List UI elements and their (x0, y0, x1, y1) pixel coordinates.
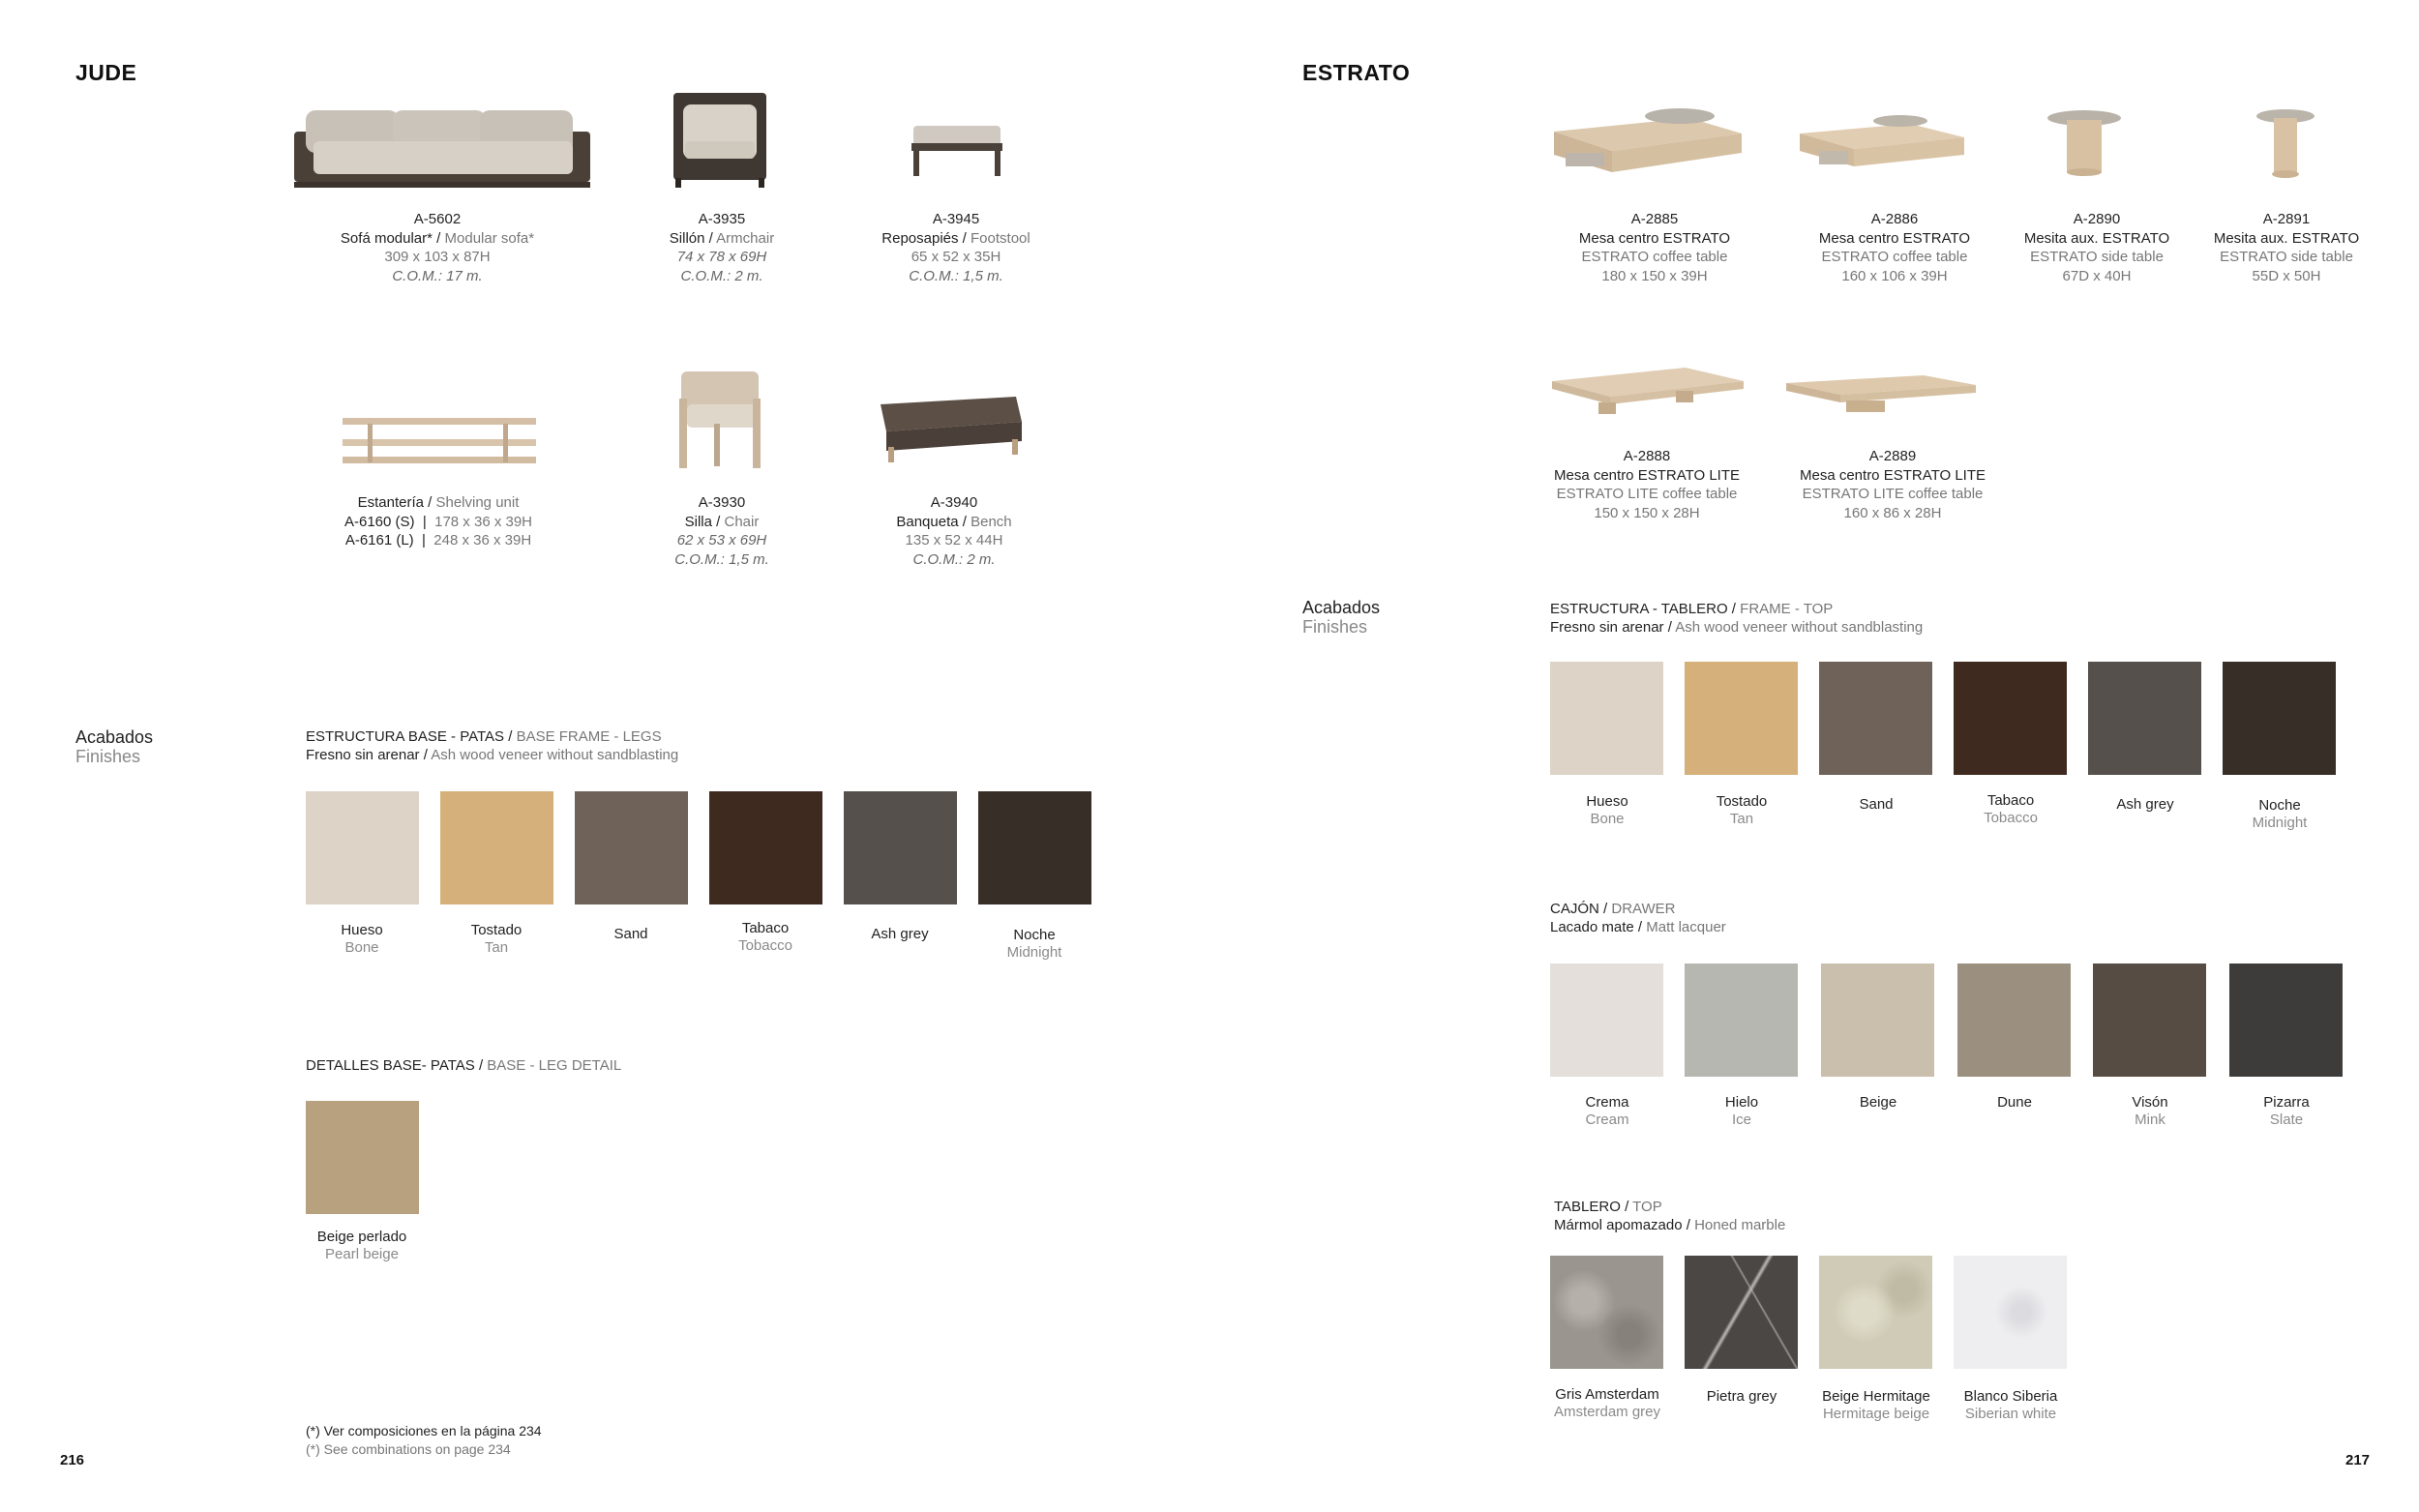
swatch-pietra-grey[interactable] (1685, 1256, 1798, 1369)
swatch-crema[interactable] (1550, 964, 1663, 1077)
swatch-label: Noche Midnight (2252, 797, 2308, 831)
product-dims: 135 x 52 x 44H (905, 532, 1003, 548)
product-dims: 65 x 52 x 35H (911, 249, 1001, 265)
product-caption: Estantería / Shelving unit A-6160 (S) | 178 x 36 x 39H A-6161 (L) | 248 x 36 x 39H (343, 494, 533, 548)
product-name: Sofá modular* (340, 229, 433, 247)
product-com: C.O.M.: 1,5 m. (909, 267, 1003, 284)
product-code: A-3940 (930, 494, 978, 511)
product-name-en: ESTRATO coffee table (1581, 249, 1728, 265)
product-name-en: ESTRATO side table (2220, 249, 2353, 265)
product-caption (1554, 447, 1740, 522)
product-name: Mesa centro ESTRATO (1578, 229, 1731, 247)
product-dims: 180 x 150 x 39H (1601, 267, 1708, 284)
swatch-label: Gris Amsterdam Amsterdam grey (1553, 1386, 1661, 1420)
product-code: A-3935 (698, 211, 746, 227)
material-name: Lacado mate (1550, 919, 1634, 935)
product-com: C.O.M.: 1,5 m. (674, 550, 769, 568)
swatch-label: Visón Mink (2132, 1094, 2168, 1128)
product-dims: 67D x 40H (2062, 267, 2132, 284)
swatch-dune[interactable] (1957, 964, 2071, 1077)
finishes-label (1302, 598, 1380, 637)
section-title: ESTRUCTURA - TABLERO (1550, 601, 1728, 617)
product-code: A-3930 (698, 494, 746, 511)
product-name: Banqueta (896, 513, 959, 530)
product-name: Silla (684, 513, 712, 530)
swatch-label: Beige Hermitage Hermitage beige (1822, 1388, 1930, 1422)
product-dims: 248 x 36 x 39H (433, 532, 532, 548)
swatch-label: Tabaco Tobacco (738, 920, 792, 954)
coffee-table-a2888-image (1540, 364, 1749, 418)
swatch-label: Blanco Siberia Siberian white (1963, 1388, 2058, 1422)
swatch-label: Beige (1859, 1094, 1897, 1111)
section-title-en: BASE FRAME - LEGS (516, 728, 662, 745)
product-dims: 160 x 106 x 39H (1841, 267, 1948, 284)
material-name-en: Ash wood veneer without sandblasting (1675, 619, 1924, 636)
product-caption (1579, 210, 1730, 285)
product-caption (1800, 447, 1986, 522)
product-name-en: ESTRATO coffee table (1821, 249, 1968, 265)
section-title: DETALLES BASE- PATAS (306, 1057, 475, 1074)
swatch-pizarra[interactable] (2229, 964, 2343, 1077)
product-dims: 309 x 103 x 87H (384, 249, 491, 265)
product-name-en: ESTRATO LITE coffee table (1556, 486, 1738, 502)
armchair-image (668, 93, 774, 190)
swatch-hielo[interactable] (1685, 964, 1798, 1077)
material-name: Fresno sin arenar (1550, 619, 1664, 636)
footnote-es: (*) Ver composiciones en la página 234 (306, 1423, 542, 1438)
swatch-tabaco[interactable] (709, 791, 822, 904)
swatch-beige-perlado[interactable] (306, 1101, 419, 1214)
product-name: Mesita aux. ESTRATO (2213, 229, 2360, 247)
swatch-tabaco[interactable] (1954, 662, 2067, 775)
product-dims: 178 x 36 x 39H (434, 513, 533, 530)
side-table-a2891-image (2255, 108, 2316, 182)
page-number-left: 216 (60, 1452, 85, 1468)
coffee-table-a2885-image (1544, 104, 1747, 182)
product-com: C.O.M.: 2 m. (680, 267, 763, 284)
chair-image (675, 370, 768, 471)
product-code: A-2890 (2073, 211, 2121, 227)
modular-sofa-image (294, 104, 594, 192)
material-name-en: Matt lacquer (1646, 919, 1726, 935)
swatch-label: Tabaco Tobacco (1984, 792, 2038, 826)
section-title: ESTRUCTURA BASE - PATAS (306, 728, 505, 745)
finishes-label-en: Finishes (75, 747, 141, 766)
finishes-label-es: Acabados (75, 727, 154, 747)
product-code: A-2891 (2262, 211, 2311, 227)
swatch-hueso[interactable] (1550, 662, 1663, 775)
swatch-hueso[interactable] (306, 791, 419, 904)
swatch-sand[interactable] (1819, 662, 1932, 775)
jude-title: JUDE (75, 60, 137, 85)
swatch-label: Noche Midnight (1006, 927, 1062, 961)
swatch-tostado[interactable] (440, 791, 553, 904)
swatch-label: Pietra grey (1706, 1388, 1777, 1405)
footnote (306, 1422, 542, 1459)
product-code: A-5602 (413, 211, 462, 227)
product-caption (1819, 210, 1970, 285)
product-caption (2024, 210, 2169, 285)
swatch-label: Ash grey (871, 926, 929, 942)
estrato-title: ESTRATO (1302, 60, 1411, 85)
swatch-label: Crema Cream (1585, 1094, 1629, 1128)
product-code: A-2889 (1868, 448, 1917, 464)
footnote-en: (*) See combinations on page 234 (306, 1441, 511, 1457)
swatch-label: Tostado Tan (1716, 793, 1768, 827)
finishes-label-en: Finishes (1302, 617, 1368, 637)
product-name: Mesita aux. ESTRATO (2023, 229, 2170, 247)
swatch-label: Beige perlado Pearl beige (316, 1229, 407, 1262)
frame-section-header: ESTRUCTURA BASE - PATAS / BASE FRAME - LEGS Fresno sin arenar / Ash wood veneer without sandblasting (306, 728, 679, 763)
section-title-en: DRAWER (1611, 901, 1676, 917)
product-code: A-2888 (1623, 448, 1671, 464)
swatch-label: Dune (1997, 1094, 2032, 1111)
swatch-noche[interactable] (2223, 662, 2336, 775)
material-name: Mármol apomazado (1554, 1217, 1683, 1233)
swatch-sand[interactable] (575, 791, 688, 904)
product-caption (2214, 210, 2359, 285)
product-dims: 74 x 78 x 69H (676, 249, 767, 265)
product-dims: 160 x 86 x 28H (1843, 504, 1942, 521)
product-code: A-6161 (L) (344, 532, 414, 548)
product-name-en: Chair (724, 513, 760, 530)
product-name-en: Armchair (716, 229, 775, 247)
finishes-label-es: Acabados (1302, 598, 1381, 617)
product-caption: A-3945 Reposapiés / Footstool 65 x 52 x 35H C.O.M.: 1,5 m. (881, 211, 1030, 284)
swatch-label: Pizarra Slate (2263, 1094, 2310, 1128)
bench-image (871, 393, 1026, 465)
product-name-en: ESTRATO side table (2030, 249, 2164, 265)
swatch-beige[interactable] (1821, 964, 1934, 1077)
product-caption: A-3935 Sillón / Armchair 74 x 78 x 69H C.O.M.: 2 m. (669, 211, 775, 284)
swatch-noche[interactable] (978, 791, 1091, 904)
section-title-en: BASE - LEG DETAIL (487, 1057, 622, 1074)
product-name: Reposapiés (881, 229, 959, 247)
material-name-en: Ash wood veneer without sandblasting (431, 747, 679, 763)
product-name-en: Bench (971, 513, 1012, 530)
product-com: C.O.M.: 2 m. (912, 550, 996, 568)
swatch-blanco-siberia[interactable] (1954, 1256, 2067, 1369)
material-name-en: Honed marble (1694, 1217, 1786, 1233)
detail-section-header: DETALLES BASE- PATAS / BASE - LEG DETAIL (306, 1057, 622, 1074)
swatch-ash-grey[interactable] (844, 791, 957, 904)
section-title: CAJÓN (1550, 901, 1599, 917)
product-name: Mesa centro ESTRATO LITE (1553, 466, 1741, 484)
coffee-table-a2889-image (1778, 370, 1982, 418)
product-code: A-2886 (1870, 211, 1919, 227)
swatch-ash-grey[interactable] (2088, 662, 2201, 775)
swatch-label: Hueso Bone (1586, 793, 1628, 827)
product-code: A-2885 (1630, 211, 1679, 227)
swatch-label: Hueso Bone (341, 922, 383, 956)
swatch-label: Ash grey (2116, 796, 2174, 813)
coffee-table-a2886-image (1794, 112, 1968, 176)
top-section-header: TABLERO / TOP Mármol apomazado / Honed marble (1554, 1199, 1786, 1233)
product-caption: A-5602 Sofá modular* / Modular sofa* 309 x 103 x 87H C.O.M.: 17 m. (340, 211, 535, 284)
swatch-tostado[interactable] (1685, 662, 1798, 775)
section-title: TABLERO (1554, 1199, 1621, 1215)
product-name: Estantería (357, 494, 424, 511)
side-table-a2890-image (2046, 110, 2123, 180)
shelving-unit-image (339, 416, 542, 469)
page-number-right: 217 (2345, 1452, 2371, 1468)
swatch-label: Sand (613, 926, 648, 942)
section-title-en: FRAME - TOP (1740, 601, 1834, 617)
swatch-label: Tostado Tan (470, 922, 523, 956)
swatch-label: Sand (1859, 796, 1894, 813)
swatch-vison[interactable] (2093, 964, 2206, 1077)
footstool-image (910, 122, 1006, 180)
product-dims: 55D x 50H (2252, 267, 2321, 284)
product-dims: 150 x 150 x 28H (1594, 504, 1700, 521)
product-com: C.O.M.: 17 m. (392, 267, 483, 284)
product-code: A-6160 (S) (343, 513, 415, 530)
section-title-en: TOP (1632, 1199, 1662, 1215)
swatch-beige-hermitage[interactable] (1819, 1256, 1932, 1369)
product-name: Mesa centro ESTRATO LITE (1799, 466, 1986, 484)
product-name-en: Shelving unit (435, 494, 520, 511)
product-name: Mesa centro ESTRATO (1818, 229, 1971, 247)
product-name-en: Modular sofa* (444, 229, 535, 247)
material-name: Fresno sin arenar (306, 747, 420, 763)
swatch-label: Hielo Ice (1724, 1094, 1759, 1128)
frame-top-section-header: ESTRUCTURA - TABLERO / FRAME - TOP Fresno sin arenar / Ash wood veneer without sandblasting (1550, 601, 1924, 636)
product-caption: A-3940 Banqueta / Bench 135 x 52 x 44H C.O.M.: 2 m. (896, 494, 1012, 568)
product-code: A-3945 (932, 211, 980, 227)
drawer-section-header: CAJÓN / DRAWER Lacado mate / Matt lacquer (1550, 901, 1726, 935)
product-dims: 62 x 53 x 69H (676, 532, 767, 548)
finishes-label (75, 727, 153, 766)
product-name: Sillón (669, 229, 705, 247)
product-name-en: Footstool (971, 229, 1030, 247)
product-caption: A-3930 Silla / Chair 62 x 53 x 69H C.O.M.: 1,5 m. (674, 494, 769, 568)
product-name-en: ESTRATO LITE coffee table (1802, 486, 1984, 502)
swatch-gris-amsterdam[interactable] (1550, 1256, 1663, 1369)
